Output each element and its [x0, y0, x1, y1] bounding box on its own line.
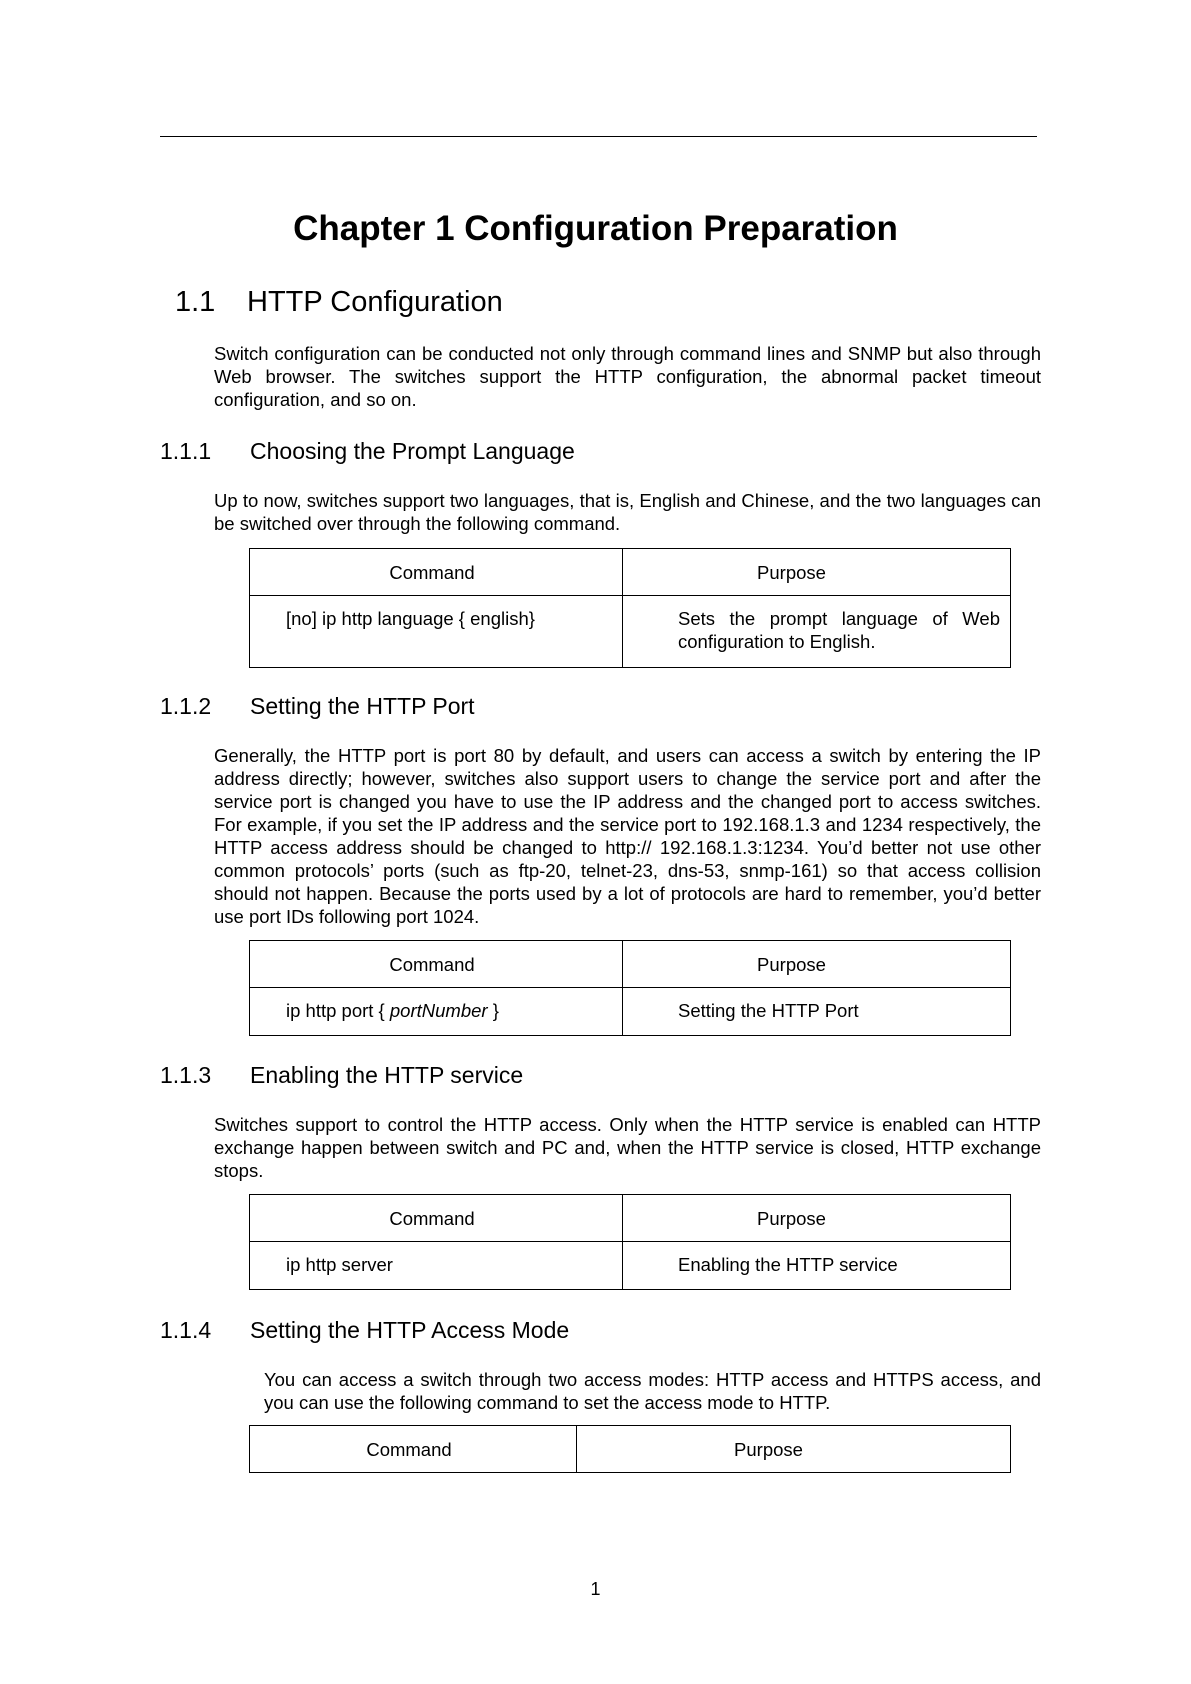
purpose-header: Purpose — [623, 941, 1011, 988]
purpose-header: Purpose — [577, 1426, 1011, 1473]
subsection-title: Setting the HTTP Port — [250, 693, 475, 719]
subsection-title: Setting the HTTP Access Mode — [250, 1317, 570, 1343]
purpose-cell: Sets the prompt language of Web configuration to English. — [623, 596, 1011, 668]
command-table — [249, 1425, 1011, 1473]
subsection-number: 1.1.3 — [160, 1062, 212, 1088]
section-heading — [175, 283, 503, 321]
command-cell: [no] ip http language { english} — [250, 596, 623, 668]
subsection-number: 1.1.2 — [160, 693, 212, 719]
purpose-cell: Enabling the HTTP service — [623, 1242, 1011, 1290]
subsection-heading — [160, 1060, 523, 1090]
command-cell — [250, 988, 623, 1036]
page-number: 1 — [590, 1579, 601, 1599]
command-table — [249, 548, 1011, 668]
chapter-title: Chapter 1 Configuration Preparation — [293, 209, 898, 248]
command-header: Command — [250, 1426, 577, 1473]
subsection-heading — [160, 436, 575, 466]
command-prefix: ip http port { — [286, 1000, 390, 1021]
subsection-heading — [160, 1315, 569, 1345]
table-header-row — [250, 1195, 1011, 1242]
subsection-body: You can access a switch through two access modes: HTTP access and HTTPS access, and you can use the following command to set the access mode to HTTP. — [264, 1369, 1041, 1413]
subsection-title: Choosing the Prompt Language — [250, 438, 575, 464]
table-row — [250, 1242, 1011, 1290]
table-row — [250, 596, 1011, 668]
command-header: Command — [250, 1195, 623, 1242]
subsection-heading — [160, 691, 475, 721]
subsection-body: Generally, the HTTP port is port 80 by default, and users can access a switch by entering the IP address directly; however, switches also support users to change the service port and after the service port is changed you have to use the IP address and the changed port to access switches. For example, if you set the IP address and the service port to 192.168.1.3 and 1234 respectively, the HTTP access address should be changed to http:// 192.168.1.3:1234. You’d better not use other common protocols’ ports (such as ftp-20, telnet-23, dns-53, snmp-161) so that access collision should not happen. Because the ports used by a lot of protocols are hard to remember, you’d better use port IDs following port 1024. — [214, 745, 1041, 927]
purpose-header: Purpose — [623, 549, 1011, 596]
purpose-cell: Setting the HTTP Port — [623, 988, 1011, 1036]
subsection-title: Enabling the HTTP service — [250, 1062, 524, 1088]
subsection-number: 1.1.4 — [160, 1317, 212, 1343]
table-header-row — [250, 941, 1011, 988]
command-header: Command — [250, 549, 623, 596]
header-rule — [160, 136, 1037, 137]
purpose-header: Purpose — [623, 1195, 1011, 1242]
command-table — [249, 1194, 1011, 1290]
command-parameter: portNumber — [389, 1000, 488, 1021]
section-intro: Switch configuration can be conducted not only through command lines and SNMP but also through Web browser. The switches support the HTTP configuration, the abnormal packet timeout configuration, and so on. — [214, 343, 1041, 410]
command-suffix: } — [487, 1000, 499, 1021]
section-number: 1.1 — [175, 286, 216, 318]
subsection-number: 1.1.1 — [160, 438, 212, 464]
subsection-body: Switches support to control the HTTP access. Only when the HTTP service is enabled can HTTP exchange happen between switch and PC and, when the HTTP service is closed, HTTP exchange stops. — [214, 1114, 1041, 1181]
command-table — [249, 940, 1011, 1036]
subsection-body: Up to now, switches support two languages, that is, English and Chinese, and the two languages can be switched over through the following command. — [214, 490, 1041, 534]
command-cell: ip http server — [250, 1242, 623, 1290]
table-row — [250, 988, 1011, 1036]
table-header-row — [250, 1426, 1011, 1473]
command-header: Command — [250, 941, 623, 988]
section-title: HTTP Configuration — [247, 286, 503, 318]
table-header-row — [250, 549, 1011, 596]
